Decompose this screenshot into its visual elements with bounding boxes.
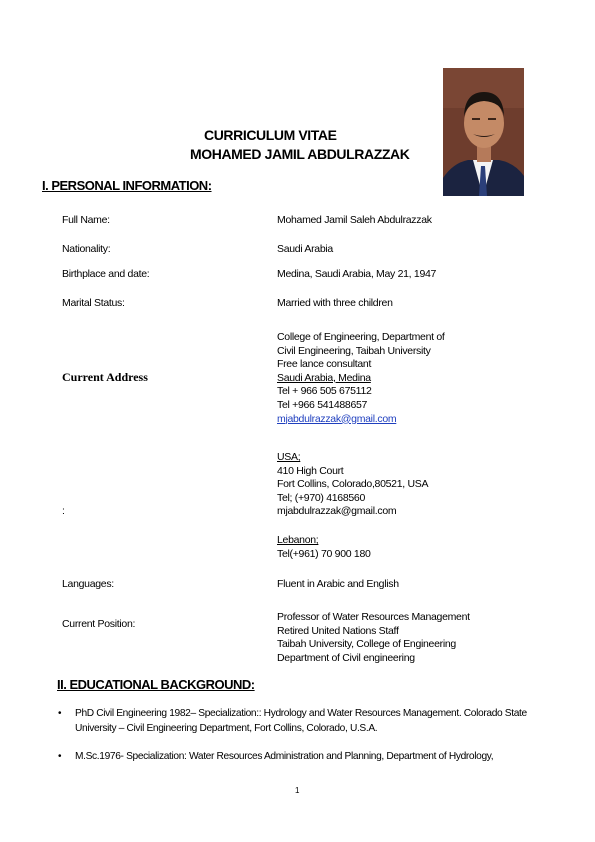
address-line: Tel + 966 505 675112 [277,385,372,398]
education-text: M.Sc.1976- Specialization: Water Resources Administration and Planning, Department of Hydrology, [75,751,494,762]
position-line: Retired United Nations Staff [277,624,399,637]
languages-label: Languages: [62,578,114,590]
birth-value: Medina, Saudi Arabia, May 21, 1947 [277,268,437,280]
education-text: PhD Civil Engineering 1982– Specialization:: Hydrology and Water Resources Management. Colorado State [75,708,527,719]
usa-line: Tel; (+970) 4168560 [277,491,365,504]
current-address-block [277,331,445,426]
address-line: Civil Engineering, Taibah University [277,344,431,357]
address-line: Free lance consultant [277,358,372,371]
lebanon-block [277,534,371,561]
address-line: Saudi Arabia, Medina [277,371,371,384]
colon-marker: : [62,505,65,517]
lebanon-heading: Lebanon; [277,534,319,546]
document-title: CURRICULUM VITAE [204,127,337,143]
page-number: 1 [295,786,300,795]
full-name-label: Full Name: [62,214,110,226]
section-education-heading: II. EDUCATIONAL BACKGROUND: [57,677,255,692]
nationality-value: Saudi Arabia [277,243,333,255]
education-text: University – Civil Engineering Department, Fort Collins, Colorado, U.S.A. [75,723,378,734]
marital-label: Marital Status: [62,297,125,309]
position-line: Professor of Water Resources Management [277,611,470,623]
languages-value: Fluent in Arabic and English [277,578,399,590]
usa-line: 410 High Court [277,464,344,477]
portrait-photo [443,68,524,196]
usa-address-block [277,451,428,519]
section-personal-heading: I. PERSONAL INFORMATION: [42,178,212,193]
position-block [277,611,470,665]
current-address-label: Current Address [62,370,148,384]
position-line: Taibah University, College of Engineering [277,638,456,651]
usa-line: mjabdulrazzak@gmail.com [277,505,397,518]
bullet-icon: • [58,708,62,719]
position-label: Current Position: [62,618,136,630]
email-link[interactable]: mjabdulrazzak@gmail.com [277,412,397,425]
education-item [75,706,555,736]
address-line: Tel +966 541488657 [277,398,368,411]
person-name-heading: MOHAMED JAMIL ABDULRAZZAK [190,146,410,162]
nationality-label: Nationality: [62,243,111,255]
full-name-value: Mohamed Jamil Saleh Abdulrazzak [277,214,432,226]
usa-line: Fort Collins, Colorado,80521, USA [277,478,429,491]
marital-value: Married with three children [277,297,393,309]
birth-label: Birthplace and date: [62,268,150,280]
education-item [75,749,555,764]
usa-heading: USA; [277,451,301,463]
bullet-icon: • [58,751,62,762]
lebanon-tel: Tel(+961) 70 900 180 [277,547,371,560]
address-line: College of Engineering, Department of [277,331,445,343]
position-line: Department of Civil engineering [277,651,415,664]
